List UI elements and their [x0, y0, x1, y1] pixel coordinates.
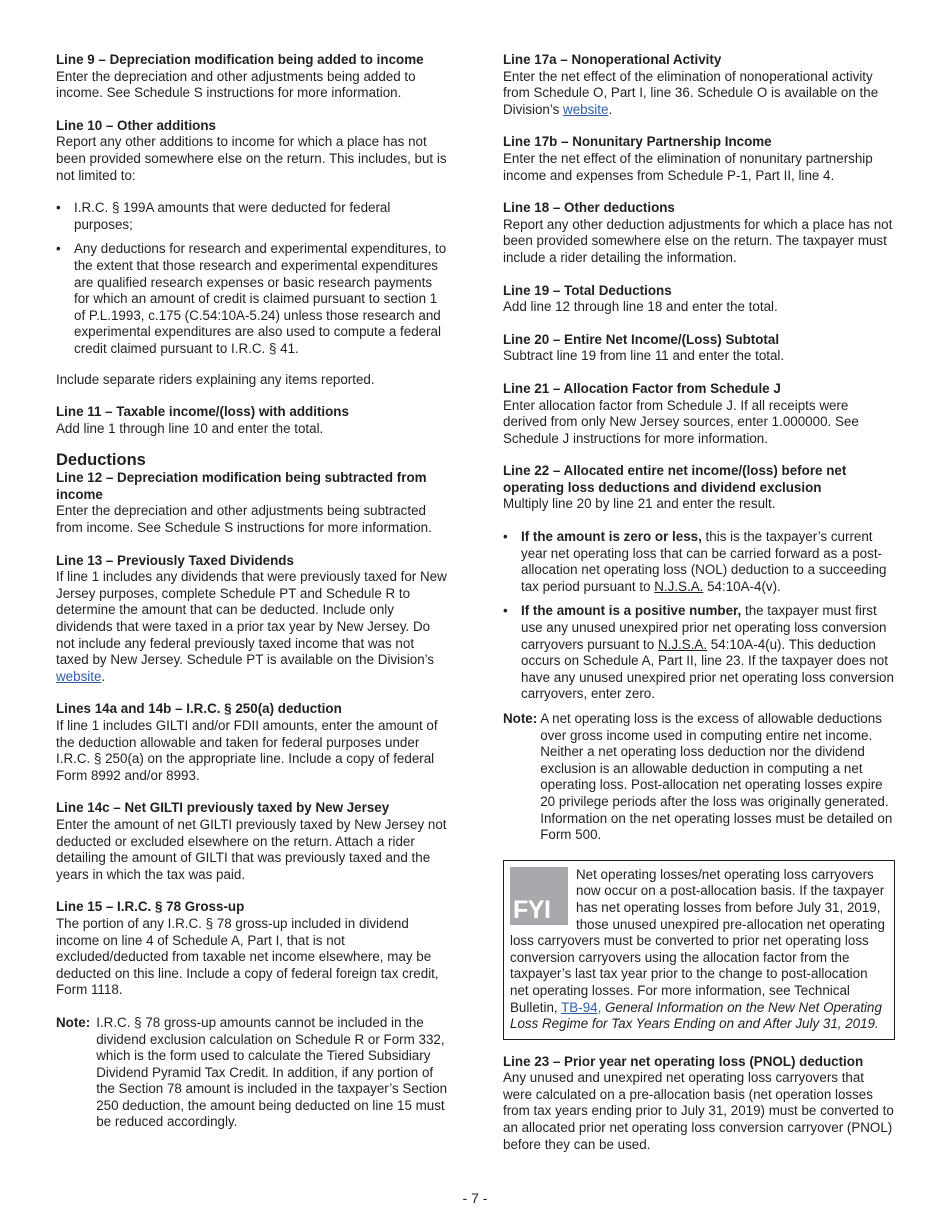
- note-label: Note:: [56, 1014, 91, 1030]
- section-body: Enter the depreciation and other adjustments being subtracted from income. See Schedule S instructions for more information.: [56, 503, 432, 536]
- section-title: Line 10 – Other additions: [56, 117, 216, 133]
- section-title: Line 21 – Allocation Factor from Schedule J: [503, 380, 781, 396]
- section-body: Enter the depreciation and other adjustments being added to income. See Schedule S instructions for more information.: [56, 68, 416, 101]
- section-title: Line 23 – Prior year net operating loss (PNOL) deduction: [503, 1053, 864, 1069]
- section-body: Report any other additions to income for which a place has not been provided somewhere else on the return. This includes, but is not limited to:: [56, 134, 447, 183]
- section-line-20: [503, 332, 895, 365]
- section-line-12: [56, 470, 450, 536]
- note-body: A net operating loss is the excess of allowable deductions over gross income used in computing entire net income. Neither a net operating loss deduction nor the dividend exclusion is an allowable deduction in computing a net operating loss. Post-allocation net operating losses expire 20 privilege periods after the loss was originally generated. Information on the net operating losses must be detailed on Form 500.: [540, 711, 893, 843]
- note-body: I.R.C. § 78 gross-up amounts cannot be included in the dividend exclusion calculation on Schedule R or Form 332, which is the form used to calculate the Tiered Subsidiary Dividend Pyramid Tax Credit. In addition, if any portion of the Section 78 amount is included in the taxpayer’s Section 250 deduction, the amount being deducted on line 15 must be reduced accordingly.: [96, 1014, 448, 1130]
- section-body: Enter the net effect of the elimination of nonunitary partnership income and expenses from Schedule P-1, Part II, line 4.: [503, 150, 873, 183]
- website-link[interactable]: website: [56, 668, 102, 684]
- section-line-14c: [56, 800, 450, 883]
- section-body: Subtract line 19 from line 11 and enter the total.: [503, 348, 785, 364]
- list-item: • If the amount is a positive number, the taxpayer must first use any unused unexpired prior net operating loss conversion carryovers pursuant to N.J.S.A. 54:10A-4(u). This deduction occurs on Schedule A, Part II, line 23. If the taxpayer does not have any unused unexpired prior net operating loss conversion carryovers, enter zero.: [503, 603, 894, 702]
- section-body: Multiply line 20 by line 21 and enter the result.: [503, 496, 776, 512]
- bullet-list: [503, 529, 895, 703]
- section-title: Line 9 – Depreciation modification being added to income: [56, 52, 424, 67]
- tb-94-link[interactable]: TB-94,: [561, 999, 602, 1015]
- section-line-17b: [503, 134, 895, 184]
- note-label: Note:: [503, 711, 538, 726]
- section-line-14ab: [56, 701, 450, 784]
- section-line-9: [56, 52, 450, 102]
- section-title: Line 12 – Depreciation modification being subtracted from income: [56, 470, 427, 502]
- section-line-17a: [503, 52, 895, 118]
- section-title: Line 17b – Nonunitary Partnership Income: [503, 134, 772, 150]
- list-item: • If the amount is zero or less, this is the taxpayer’s current year net operating loss that can be carried forward as a post-allocation net operating loss (NOL) deduction to a succeeding tax period pursuant to N.J.S.A. 54:10A-4(v).: [503, 529, 887, 594]
- section-body: Any unused and unexpired net operating loss carryovers that were calculated on a pre-allocation basis (net operation losses from tax years ending prior to July 31, 2019) must be converted to an allocated prior net operating loss conversion carryover (PNOL) before they can be used.: [503, 1070, 894, 1152]
- list-item: • I.R.C. § 199A amounts that were deducted for federal purposes;: [56, 200, 391, 232]
- fyi-text: Net operating losses/net operating loss carryovers now occur on a post-allocation basis. If the taxpayer has net operating losses from before July 31, 2019, those unused unexpired pre-allocation net operating loss carryovers must be converted to prior net operating loss conversion carryovers using the allocation factor from the taxpayer’s last tax year prior to the change to post-allocation net operating losses. For more information, see Technical Bulletin,: [510, 866, 885, 1015]
- bullet-icon: •: [503, 529, 508, 545]
- section-line-15: [56, 899, 450, 1131]
- section-body: If line 1 includes GILTI and/or FDII amounts, enter the amount of the deduction allowable and taken for federal purposes under I.R.C. § 250(a) on the appropriate line. Include a copy of federal Form 8992 and/or 8993.: [56, 718, 438, 783]
- fyi-box: [503, 860, 895, 1040]
- section-title: Lines 14a and 14b – I.R.C. § 250(a) deduction: [56, 701, 342, 717]
- section-footer: Include separate riders explaining any items reported.: [56, 371, 375, 387]
- section-title: Line 11 – Taxable income/(loss) with additions: [56, 404, 349, 420]
- section-line-11: [56, 404, 450, 437]
- section-body: Add line 12 through line 18 and enter the total.: [503, 299, 778, 315]
- section-title: Line 15 – I.R.C. § 78 Gross-up: [56, 899, 245, 915]
- section-body: Enter the amount of net GILTI previously taxed by New Jersey not deducted or excluded elsewhere on the return. Attach a rider detailing the amount of GILTI that was previously taxed and the years in which the tax was paid.: [56, 816, 447, 882]
- section-title: Line 20 – Entire Net Income/(Loss) Subtotal: [503, 331, 780, 347]
- section-title: Line 14c – Net GILTI previously taxed by New Jersey: [56, 800, 390, 816]
- section-body: If line 1 includes any dividends that were previously taxed for New Jersey purposes, complete Schedule PT and Schedule R to determine the amount that can be deducted. Include only dividends that were taxed in a prior tax year by New Jersey. Do not include any federal previously taxed income that was not taxed by New Jersey. Schedule PT is available on the Division’s website.: [56, 569, 447, 684]
- deductions-heading: Deductions: [56, 451, 146, 470]
- note: [56, 1015, 450, 1131]
- section-line-22: [503, 463, 895, 843]
- bullet-icon: •: [56, 200, 61, 216]
- bullet-icon: •: [56, 241, 61, 257]
- section-line-19: [503, 283, 895, 316]
- list-item: • Any deductions for research and experimental expenditures, to the extent that those research and experimental expenditures are qualified research expenses or basic research payments for which an amount of credit is claimed pursuant to section 1 of P.L.1993, c.175 (C.54:10A-5.24) unless those research and experimental expenditures are also used to compute a federal credit claimed pursuant to I.R.C. § 41.: [56, 241, 447, 356]
- right-column: [503, 52, 895, 1169]
- section-line-10: [56, 118, 450, 388]
- section-line-13: [56, 553, 450, 686]
- section-body: The portion of any I.R.C. § 78 gross-up included in dividend income on line 4 of Schedule A, Part I, that is not excluded/deducted from taxable net income elsewhere, may be deducted on this line. Include a copy of federal foreign tax credit, Form 1118.: [56, 915, 439, 998]
- section-line-21: [503, 381, 895, 447]
- note: [503, 711, 895, 844]
- bullet-icon: •: [503, 603, 508, 619]
- page-number: - 7 -: [462, 1190, 488, 1206]
- section-title: Line 22 – Allocated entire net income/(loss) before net operating loss deductions and dividend exclusion: [503, 463, 847, 495]
- section-body: Enter the net effect of the elimination of nonoperational activity from Schedule O, Part I, line 36. Schedule O is available on the Division’s website.: [503, 68, 879, 117]
- section-body: Enter allocation factor from Schedule J. If all receipts were derived from only New Jersey sources, enter 1.000000. See Schedule J instructions for more information.: [503, 397, 859, 446]
- section-title: Line 17a – Nonoperational Activity: [503, 52, 722, 67]
- section-line-18: [503, 200, 895, 266]
- section-body: Report any other deduction adjustments for which a place has not been provided somewhere else on the return. The taxpayer must include a rider detailing the information.: [503, 216, 893, 265]
- section-title: Line 13 – Previously Taxed Dividends: [56, 552, 294, 568]
- website-link[interactable]: website: [563, 101, 609, 117]
- bullet-list: [56, 200, 450, 357]
- section-line-23: [503, 1054, 895, 1154]
- left-column: [56, 52, 450, 1147]
- section-title: Line 19 – Total Deductions: [503, 282, 672, 298]
- fyi-italic-title: General Information on the New Net Operating Loss Regime for Tax Years Ending on and After July 31, 2019.: [510, 999, 882, 1032]
- section-title: Line 18 – Other deductions: [503, 200, 675, 216]
- section-body: Add line 1 through line 10 and enter the total.: [56, 420, 324, 436]
- fyi-logo: FYI: [510, 867, 568, 925]
